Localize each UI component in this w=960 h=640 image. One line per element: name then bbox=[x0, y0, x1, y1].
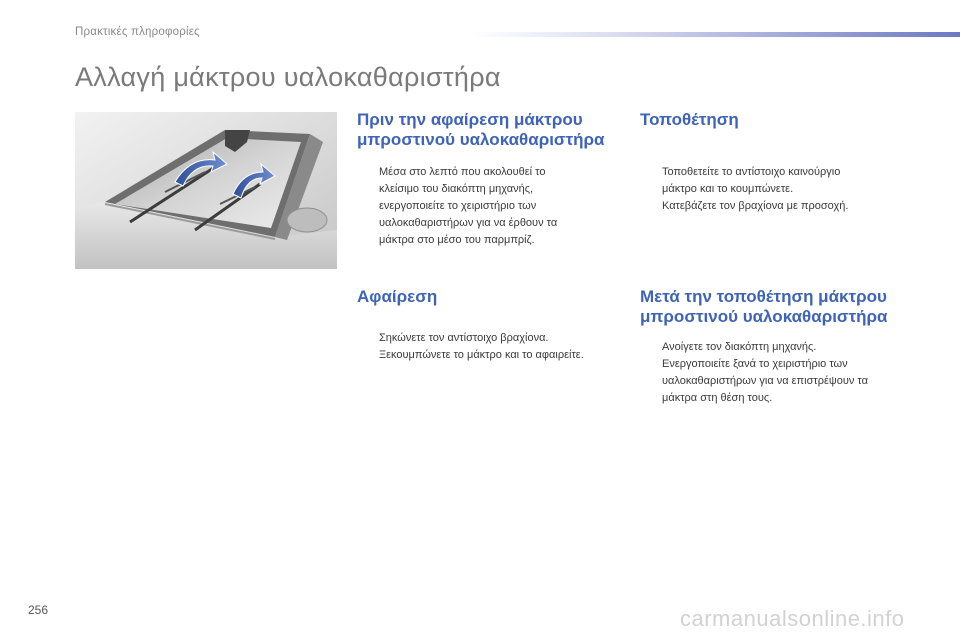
list-item: Ξεκουμπώνετε το μάκτρο και το αφαιρείτε. bbox=[379, 349, 584, 361]
after-fitting-steps bbox=[640, 339, 905, 407]
list-item: Κατεβάζετε τον βραχίονα με προσοχή. bbox=[662, 200, 849, 212]
page-title: Αλλαγή μάκτρου υαλοκαθαριστήρα bbox=[75, 62, 501, 92]
after-fitting-title bbox=[640, 287, 905, 327]
list-item: Ανοίγετε τον διακόπτη μηχανής. bbox=[662, 341, 817, 353]
fitting-section bbox=[640, 110, 905, 215]
list-item: Τοποθετείτε το αντίστοιχο καινούργιο μάκτρο και το κουμπώνετε. bbox=[662, 166, 841, 195]
section-label: Πρακτικές πληροφορίες bbox=[75, 26, 200, 38]
watermark: carmanualsonline.info bbox=[680, 606, 905, 631]
removal-section bbox=[357, 287, 622, 364]
after-fitting-section bbox=[640, 287, 905, 407]
after-fitting-title-line2: μπροστινού υαλοκαθαριστήρα bbox=[640, 307, 888, 326]
removal-title: Αφαίρεση bbox=[357, 287, 438, 306]
before-removal-title bbox=[357, 110, 622, 150]
list-item: Ενεργοποιείτε ξανά το χειριστήριο των υαλοκαθαριστήρων για να επιστρέψουν τα μάκτρα στη θέση τους. bbox=[662, 358, 868, 404]
removal-steps bbox=[357, 330, 622, 364]
list-item: Σηκώνετε τον αντίστοιχο βραχίονα. bbox=[379, 332, 549, 344]
fitting-title: Τοποθέτηση bbox=[640, 110, 739, 129]
page-number: 256 bbox=[28, 603, 49, 617]
after-fitting-title-line1: Μετά την τοποθέτηση μάκτρου bbox=[640, 287, 887, 306]
before-removal-section bbox=[357, 110, 622, 249]
before-removal-steps bbox=[357, 164, 622, 249]
header-accent-bar bbox=[470, 32, 960, 37]
windscreen-illustration bbox=[75, 112, 337, 269]
before-removal-title-line1: Πριν την αφαίρεση μάκτρου bbox=[357, 110, 583, 129]
fitting-steps bbox=[640, 164, 905, 215]
list-item: Μέσα στο λεπτό που ακολουθεί το κλείσιμο του διακόπτη μηχανής, ενεργοποιείτε το χειριστήριο των υαλοκαθαριστήρων για να έρθουν τα μάκτρα στο μέσο του παρμπρίζ. bbox=[379, 166, 558, 246]
before-removal-title-line2: μπροστινού υαλοκαθαριστήρα bbox=[357, 130, 605, 149]
